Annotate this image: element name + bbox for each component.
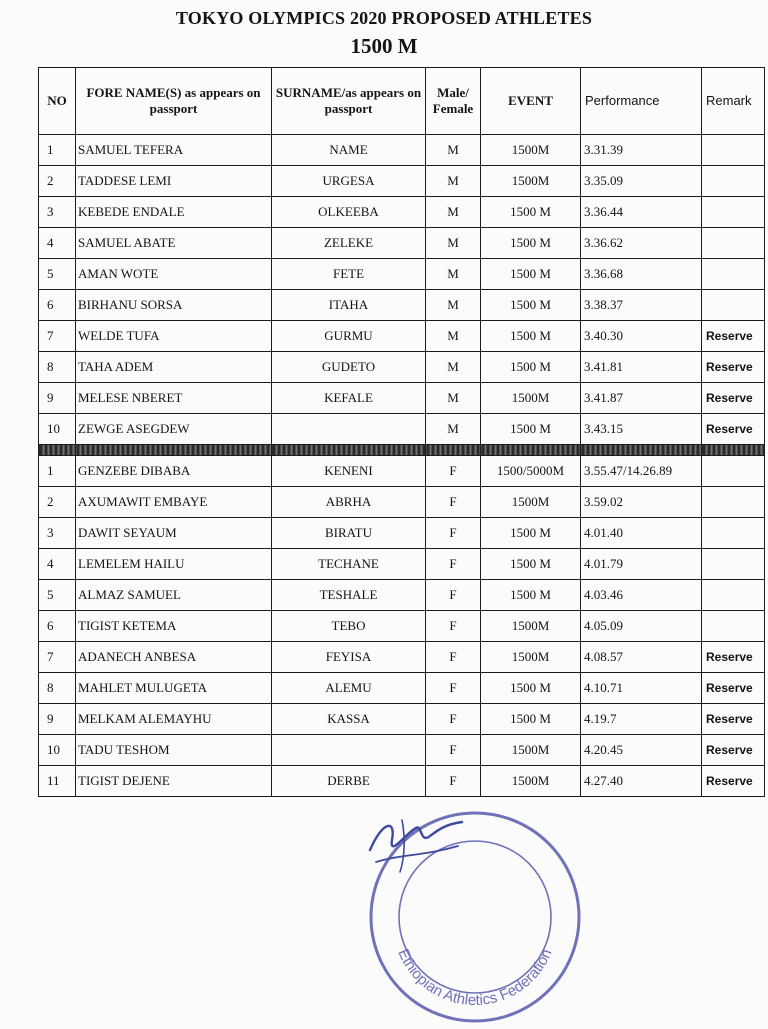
cell-event: 1500M — [481, 611, 581, 642]
cell-no: 3 — [39, 518, 76, 549]
cell-surname: ZELEKE — [272, 228, 426, 259]
cell-performance: 3.59.02 — [581, 487, 702, 518]
cell-fore-name: ADANECH ANBESA — [76, 642, 272, 673]
table-row-women — [39, 766, 765, 797]
cell-no: 6 — [39, 611, 76, 642]
cell-no: 9 — [39, 383, 76, 414]
cell-fore-name: TIGIST KETEMA — [76, 611, 272, 642]
table-row-women — [39, 735, 765, 766]
cell-sex: M — [426, 197, 481, 228]
cell-remark: Reserve — [702, 735, 765, 766]
cell-event: 1500 M — [481, 549, 581, 580]
cell-sex: F — [426, 704, 481, 735]
table-row-men — [39, 383, 765, 414]
cell-performance: 4.03.46 — [581, 580, 702, 611]
cell-fore-name: TAHA ADEM — [76, 352, 272, 383]
divider-cell — [426, 445, 481, 456]
cell-no: 8 — [39, 352, 76, 383]
table-row-women — [39, 518, 765, 549]
section-divider-row — [39, 445, 765, 456]
cell-no: 1 — [39, 456, 76, 487]
header-event: EVENT — [481, 68, 581, 135]
cell-event: 1500M — [481, 487, 581, 518]
cell-sex: F — [426, 518, 481, 549]
table-row-women — [39, 673, 765, 704]
cell-sex: F — [426, 487, 481, 518]
cell-performance: 3.36.62 — [581, 228, 702, 259]
cell-surname: TEBO — [272, 611, 426, 642]
document-title: TOKYO OLYMPICS 2020 PROPOSED ATHLETES — [175, 8, 593, 28]
divider-cell — [39, 445, 76, 456]
cell-sex: M — [426, 228, 481, 259]
cell-surname: GUDETO — [272, 352, 426, 383]
cell-remark — [702, 456, 765, 487]
cell-remark — [702, 197, 765, 228]
cell-surname: ABRHA — [272, 487, 426, 518]
cell-surname: URGESA — [272, 166, 426, 197]
cell-sex: M — [426, 166, 481, 197]
cell-event: 1500 M — [481, 290, 581, 321]
cell-fore-name: TADDESE LEMI — [76, 166, 272, 197]
divider-cell — [702, 445, 765, 456]
cell-performance: 4.27.40 — [581, 766, 702, 797]
cell-event: 1500M — [481, 166, 581, 197]
header-sex: Male/ Female — [426, 68, 481, 135]
table-row-women — [39, 549, 765, 580]
cell-performance: 3.31.39 — [581, 135, 702, 166]
cell-remark — [702, 549, 765, 580]
cell-performance: 4.05.09 — [581, 611, 702, 642]
cell-surname: FETE — [272, 259, 426, 290]
cell-surname: DERBE — [272, 766, 426, 797]
header-surname: SURNAME/as appears on passport — [272, 68, 426, 135]
cell-no: 10 — [39, 735, 76, 766]
cell-no: 11 — [39, 766, 76, 797]
cell-fore-name: ALMAZ SAMUEL — [76, 580, 272, 611]
cell-sex: F — [426, 673, 481, 704]
cell-performance: 4.19.7 — [581, 704, 702, 735]
document-subtitle: 1500 M — [350, 34, 418, 58]
cell-event: 1500M — [481, 642, 581, 673]
cell-event: 1500 M — [481, 259, 581, 290]
signature-icon — [362, 810, 472, 880]
cell-surname: KASSA — [272, 704, 426, 735]
cell-surname — [272, 735, 426, 766]
cell-surname: FEYISA — [272, 642, 426, 673]
cell-fore-name: GENZEBE DIBABA — [76, 456, 272, 487]
divider-cell — [581, 445, 702, 456]
cell-event: 1500 M — [481, 704, 581, 735]
cell-sex: F — [426, 456, 481, 487]
cell-fore-name: KEBEDE ENDALE — [76, 197, 272, 228]
cell-remark: Reserve — [702, 352, 765, 383]
cell-sex: F — [426, 766, 481, 797]
cell-fore-name: BIRHANU SORSA — [76, 290, 272, 321]
header-remark: Remark — [702, 68, 765, 135]
cell-performance: 3.40.30 — [581, 321, 702, 352]
cell-remark — [702, 487, 765, 518]
cell-fore-name: MAHLET MULUGETA — [76, 673, 272, 704]
cell-remark — [702, 611, 765, 642]
cell-sex: M — [426, 414, 481, 445]
cell-no: 7 — [39, 642, 76, 673]
cell-event: 1500 M — [481, 518, 581, 549]
table-row-men — [39, 259, 765, 290]
table-header-row — [39, 68, 765, 135]
cell-performance: 3.36.44 — [581, 197, 702, 228]
cell-sex: F — [426, 735, 481, 766]
cell-surname: GURMU — [272, 321, 426, 352]
cell-remark — [702, 290, 765, 321]
header-no: NO — [39, 68, 76, 135]
cell-remark: Reserve — [702, 414, 765, 445]
header-fore-name: FORE NAME(S) as appears on passport — [76, 68, 272, 135]
cell-fore-name: WELDE TUFA — [76, 321, 272, 352]
cell-fore-name: MELESE NBERET — [76, 383, 272, 414]
cell-performance: 4.01.40 — [581, 518, 702, 549]
cell-performance: 4.10.71 — [581, 673, 702, 704]
cell-remark: Reserve — [702, 642, 765, 673]
cell-event: 1500 M — [481, 352, 581, 383]
cell-performance: 3.43.15 — [581, 414, 702, 445]
cell-performance: 3.36.68 — [581, 259, 702, 290]
cell-surname: TECHANE — [272, 549, 426, 580]
cell-remark: Reserve — [702, 383, 765, 414]
cell-no: 9 — [39, 704, 76, 735]
cell-event: 1500M — [481, 383, 581, 414]
stamp-text: Ethiopian Athletics Federation — [394, 946, 556, 1010]
header-performance: Performance — [581, 68, 702, 135]
cell-event: 1500 M — [481, 321, 581, 352]
table-row-women — [39, 487, 765, 518]
cell-event: 1500M — [481, 766, 581, 797]
cell-remark — [702, 580, 765, 611]
cell-remark: Reserve — [702, 704, 765, 735]
cell-fore-name: MELKAM ALEMAYHU — [76, 704, 272, 735]
cell-surname: OLKEEBA — [272, 197, 426, 228]
cell-fore-name: DAWIT SEYAUM — [76, 518, 272, 549]
cell-no: 2 — [39, 166, 76, 197]
cell-no: 5 — [39, 580, 76, 611]
cell-event: 1500 M — [481, 580, 581, 611]
cell-no: 6 — [39, 290, 76, 321]
cell-no: 10 — [39, 414, 76, 445]
cell-sex: M — [426, 290, 481, 321]
cell-sex: F — [426, 549, 481, 580]
cell-no: 3 — [39, 197, 76, 228]
cell-fore-name: SAMUEL TEFERA — [76, 135, 272, 166]
cell-sex: M — [426, 135, 481, 166]
table-row-women — [39, 611, 765, 642]
cell-no: 4 — [39, 549, 76, 580]
cell-surname — [272, 414, 426, 445]
cell-surname: NAME — [272, 135, 426, 166]
table-row-women — [39, 580, 765, 611]
cell-sex: F — [426, 611, 481, 642]
cell-no: 1 — [39, 135, 76, 166]
cell-fore-name: AMAN WOTE — [76, 259, 272, 290]
cell-remark — [702, 259, 765, 290]
cell-no: 7 — [39, 321, 76, 352]
table-row-men — [39, 197, 765, 228]
cell-event: 1500 M — [481, 414, 581, 445]
cell-performance: 3.38.37 — [581, 290, 702, 321]
cell-surname: ITAHA — [272, 290, 426, 321]
divider-cell — [76, 445, 272, 456]
athletes-table — [38, 67, 765, 797]
cell-event: 1500 M — [481, 197, 581, 228]
cell-fore-name: TADU TESHOM — [76, 735, 272, 766]
cell-remark — [702, 228, 765, 259]
table-body — [39, 135, 765, 797]
cell-remark: Reserve — [702, 321, 765, 352]
cell-performance: 3.55.47/14.26.89 — [581, 456, 702, 487]
cell-event: 1500M — [481, 735, 581, 766]
cell-surname: KEFALE — [272, 383, 426, 414]
table-row-men — [39, 228, 765, 259]
cell-surname: TESHALE — [272, 580, 426, 611]
cell-sex: M — [426, 259, 481, 290]
cell-remark: Reserve — [702, 766, 765, 797]
cell-performance: 3.41.81 — [581, 352, 702, 383]
cell-performance: 3.35.09 — [581, 166, 702, 197]
cell-fore-name: LEMELEM HAILU — [76, 549, 272, 580]
divider-cell — [272, 445, 426, 456]
cell-fore-name: ZEWGE ASEGDEW — [76, 414, 272, 445]
table-row-men — [39, 414, 765, 445]
cell-surname: BIRATU — [272, 518, 426, 549]
cell-no: 2 — [39, 487, 76, 518]
cell-event: 1500M — [481, 135, 581, 166]
cell-remark: Reserve — [702, 673, 765, 704]
cell-performance: 4.20.45 — [581, 735, 702, 766]
cell-performance: 4.08.57 — [581, 642, 702, 673]
cell-no: 8 — [39, 673, 76, 704]
table-row-men — [39, 135, 765, 166]
cell-sex: M — [426, 383, 481, 414]
table-row-men — [39, 166, 765, 197]
table-row-men — [39, 352, 765, 383]
cell-fore-name: AXUMAWIT EMBAYE — [76, 487, 272, 518]
cell-surname: ALEMU — [272, 673, 426, 704]
cell-event: 1500 M — [481, 228, 581, 259]
table-row-women — [39, 704, 765, 735]
cell-fore-name: SAMUEL ABATE — [76, 228, 272, 259]
table-row-men — [39, 290, 765, 321]
cell-no: 5 — [39, 259, 76, 290]
cell-fore-name: TIGIST DEJENE — [76, 766, 272, 797]
cell-performance: 4.01.79 — [581, 549, 702, 580]
cell-remark — [702, 135, 765, 166]
cell-sex: F — [426, 642, 481, 673]
table-row-women — [39, 456, 765, 487]
cell-remark — [702, 166, 765, 197]
cell-sex: M — [426, 352, 481, 383]
cell-sex: F — [426, 580, 481, 611]
cell-sex: M — [426, 321, 481, 352]
cell-no: 4 — [39, 228, 76, 259]
cell-event: 1500 M — [481, 673, 581, 704]
cell-surname: KENENI — [272, 456, 426, 487]
divider-cell — [481, 445, 581, 456]
cell-event: 1500/5000M — [481, 456, 581, 487]
cell-performance: 3.41.87 — [581, 383, 702, 414]
table-row-women — [39, 642, 765, 673]
table-row-men — [39, 321, 765, 352]
cell-remark — [702, 518, 765, 549]
